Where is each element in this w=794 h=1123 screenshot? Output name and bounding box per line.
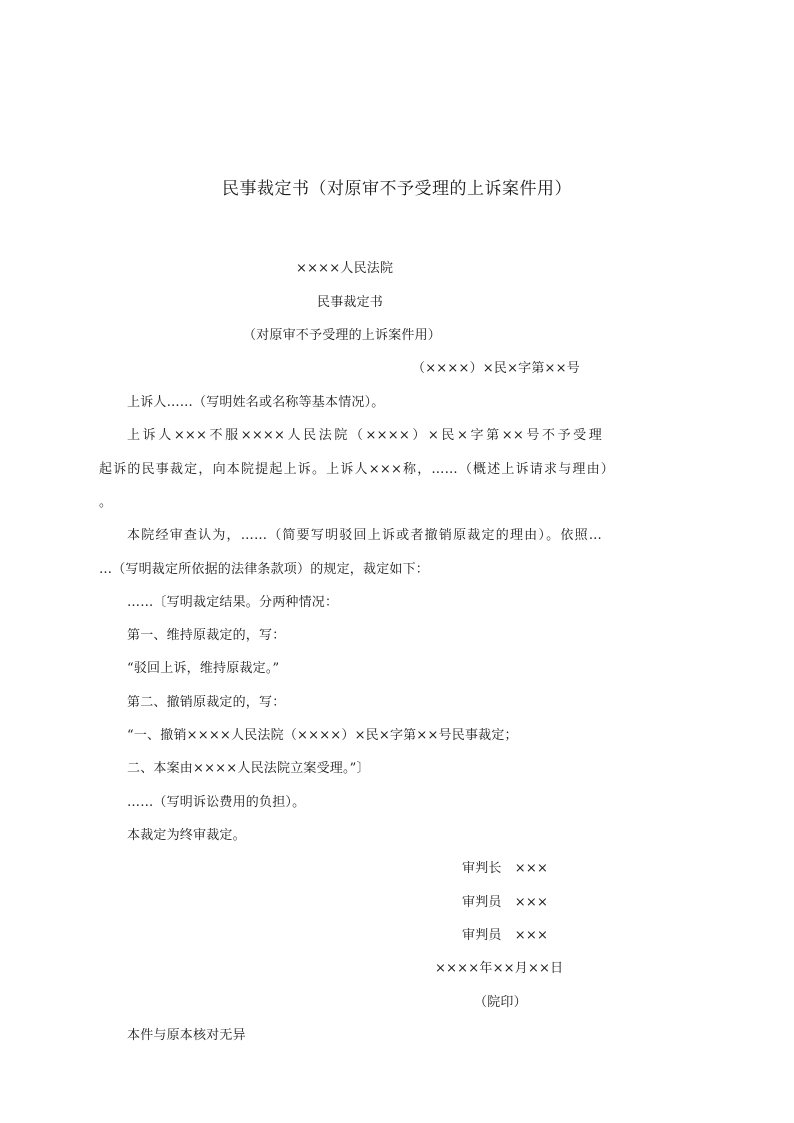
case-number: （××××）×民×字第××号 [412,361,580,376]
appellant-info: 上诉人……（写明姓名或名称等基本情况）。 [127,395,385,410]
ruling-line: “一、撤销××××人民法院（××××）×民×字第××号民事裁定； [127,728,518,743]
document-type: 民事裁定书 [317,295,384,310]
ruling-line: 第二、撤销原裁定的，写： [127,695,286,710]
paragraph-line: …（写明裁定所依据的法律条款项）的规定，裁定如下： [99,562,430,577]
ruling-line: “驳回上诉，维持原裁定。” [127,661,280,676]
ruling-line: 二、本案由××××人民法院立案受理。”〕 [127,761,370,776]
ruling-line: 本裁定为终审裁定。 [127,828,246,843]
paragraph-line: 上诉人×××不服××××人民法院（××××）×民×字第××号不予受理 [127,428,602,443]
paragraph-line: 本院经审查认为，……（简要写明驳回上诉或者撤销原裁定的理由）。依照… [127,528,602,543]
ruling-line: 第一、维持原裁定的，写： [127,628,286,643]
document-title: 民事裁定书（对原审不予受理的上诉案件用） [222,179,572,199]
ruling-line: ……〔写明裁定结果。分两种情况： [127,595,339,610]
judge-signature: 审判员 ××× [462,928,549,943]
ruling-date: ××××年××月××日 [435,961,564,976]
document-subtitle: （对原审不予受理的上诉案件用） [243,328,442,343]
verification-note: 本件与原本核对无异 [127,1028,246,1043]
court-seal: （院印） [474,995,527,1010]
paragraph-line: 。 [99,495,113,510]
chief-judge-signature: 审判长 ××× [462,861,549,876]
paragraph-line: 起诉的民事裁定，向本院提起上诉。上诉人×××称，……（概述上诉请求与理由） [99,462,614,477]
ruling-line: ……（写明诉讼费用的负担）。 [127,795,306,810]
judge-signature: 审判员 ××× [462,895,549,910]
court-name: ××××人民法院 [296,261,394,276]
